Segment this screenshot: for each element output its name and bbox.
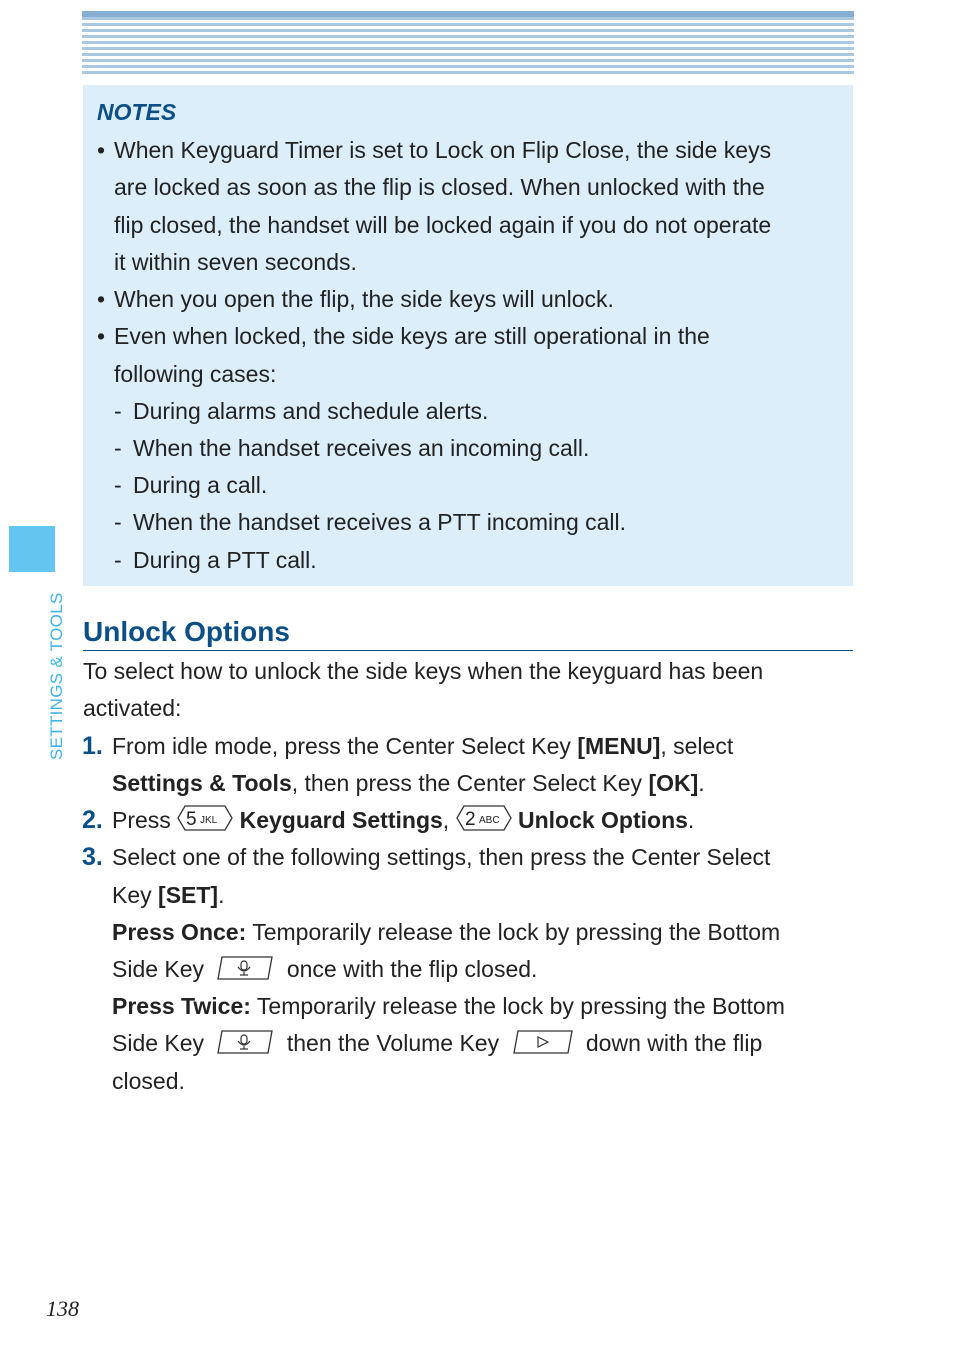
dash-marker: - <box>114 435 122 461</box>
menu-key-label: [MENU] <box>577 733 661 759</box>
key-5-letters: JKL <box>200 815 218 826</box>
case-item: When the handset receives an incoming call. <box>133 435 590 461</box>
press-twice-text: Temporarily release the lock by pressing the Bottom <box>250 993 785 1019</box>
note-1-line-4: it within seven seconds. <box>114 249 357 275</box>
step-1-line-1 <box>112 731 733 761</box>
press-once-text: once with the flip closed. <box>286 956 538 982</box>
set-key-label: [SET] <box>158 882 219 908</box>
step-1-text: From idle mode, press the Center Select Key <box>112 733 578 759</box>
step-3-line-2 <box>112 880 224 910</box>
section-tab <box>9 526 55 572</box>
section-side-label: SETTINGS & TOOLS <box>47 592 66 760</box>
step-3-number: 3. <box>82 843 103 871</box>
dash-marker: - <box>114 398 122 424</box>
case-item: During a PTT call. <box>133 547 317 573</box>
key-2-letters: ABC <box>478 815 500 826</box>
key-2-digit: 2 <box>464 809 476 830</box>
note-2: When you open the flip, the side keys will unlock. <box>114 286 614 312</box>
note-1-line-3: flip closed, the handset will be locked again if you do not operate <box>114 212 772 238</box>
press-once-line-1 <box>112 917 780 947</box>
step-1-number: 1. <box>82 732 103 760</box>
press-twice-line-3: closed. <box>112 1068 185 1094</box>
settings-tools-label: Settings & Tools <box>112 770 292 796</box>
page-number: 138 <box>46 1296 79 1321</box>
step-1-line-2 <box>112 768 705 798</box>
volume-key-icon <box>512 1030 574 1054</box>
step-3-text: Key <box>112 882 159 908</box>
step-3-text: . <box>218 882 225 908</box>
press-once-line-2 <box>112 954 537 984</box>
keyguard-settings-label: Keyguard Settings <box>239 807 443 833</box>
note-3-line-2: following cases: <box>114 361 277 387</box>
step-1-text: , then press the Center Select Key <box>291 770 649 796</box>
section-title: Unlock Options <box>83 616 290 647</box>
unlock-options-label: Unlock Options <box>517 807 688 833</box>
step-3-line-1: Select one of the following settings, then press the Center Select <box>112 844 771 870</box>
key-5-digit: 5 <box>186 809 197 830</box>
press-once-text: Side Key <box>112 956 205 982</box>
press-twice-line-2 <box>112 1028 762 1058</box>
press-twice-label: Press Twice: <box>112 993 251 1019</box>
press-twice-line-1 <box>112 991 785 1021</box>
case-item: When the handset receives a PTT incoming call. <box>133 509 627 535</box>
bullet-marker: • <box>97 323 106 349</box>
side-key-mic-icon <box>216 1030 274 1054</box>
key-5-icon <box>177 805 233 831</box>
intro-line-2: activated: <box>83 695 182 721</box>
bullet-marker: • <box>97 137 106 163</box>
note-1-line-1: When Keyguard Timer is set to Lock on Flip Close, the side keys <box>114 137 772 163</box>
ok-key-label: [OK] <box>648 770 699 796</box>
step-2-number: 2. <box>82 806 103 834</box>
notes-title: NOTES <box>97 99 177 125</box>
header-bar <box>82 11 854 17</box>
press-twice-text: down with the flip <box>585 1030 763 1056</box>
section-rule <box>83 650 853 651</box>
case-item: During a call. <box>133 472 268 498</box>
note-1-line-2: are locked as soon as the flip is closed. When unlocked with the <box>114 174 765 200</box>
case-item: During alarms and schedule alerts. <box>133 398 489 424</box>
step-1-text: , select <box>660 733 734 759</box>
press-once-text: Temporarily release the lock by pressing the Bottom <box>246 919 781 945</box>
step-2-text: Press <box>112 807 171 833</box>
dash-marker: - <box>114 509 122 535</box>
header-stripes <box>82 11 854 77</box>
dash-marker: - <box>114 472 122 498</box>
bullet-marker: • <box>97 286 106 312</box>
step-2-line <box>112 805 694 835</box>
dash-marker: - <box>114 547 122 573</box>
step-1-text: . <box>698 770 705 796</box>
key-2-icon <box>456 805 512 831</box>
step-2-text: . <box>687 807 695 833</box>
step-2-text: , <box>442 807 450 833</box>
press-twice-text: Side Key <box>112 1030 205 1056</box>
press-once-label: Press Once: <box>112 919 247 945</box>
intro-line-1: To select how to unlock the side keys when the keyguard has been <box>83 658 764 684</box>
note-3-line-1: Even when locked, the side keys are still operational in the <box>114 323 710 349</box>
side-key-mic-icon <box>216 956 274 980</box>
press-twice-text: then the Volume Key <box>286 1030 500 1056</box>
